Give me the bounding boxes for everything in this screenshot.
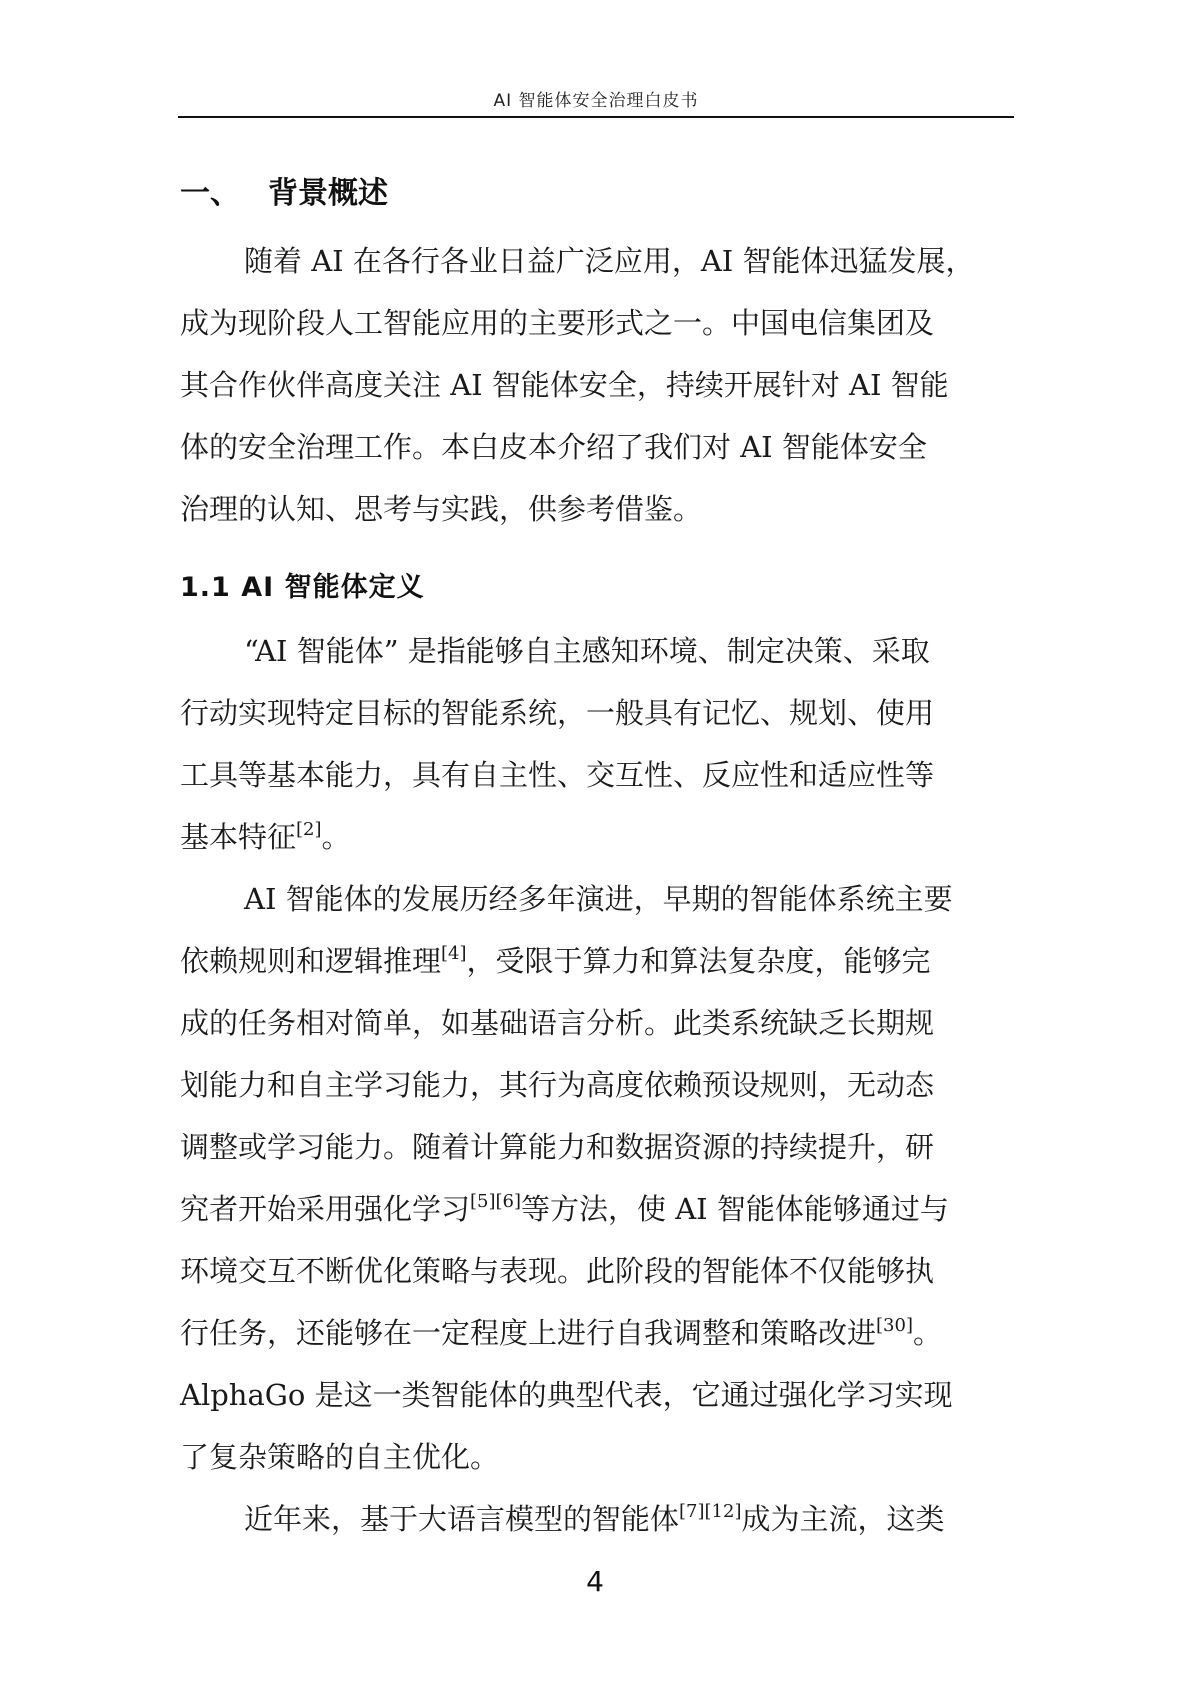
paragraph-line: “AI 智能体” 是指能够自主感知环境、制定决策、采取 — [244, 634, 930, 668]
paragraph-line: AI 智能体的发展历经多年演进，早期的智能体系统主要 — [244, 882, 953, 916]
paragraph-line — [180, 930, 1016, 992]
header-rule — [178, 116, 1014, 118]
paragraph-line — [180, 806, 1016, 868]
page-number: 4 — [586, 1565, 604, 1598]
paragraph-line: 体的安全治理工作。本白皮本介绍了我们对 AI 智能体安全 — [180, 430, 927, 464]
citation-ref: [7][12] — [679, 1501, 742, 1522]
paragraph-line: 治理的认知、思考与实践，供参考借鉴。 — [180, 492, 703, 526]
running-header: AI 智能体安全治理白皮书 — [493, 91, 699, 111]
paragraph-line: 调整或学习能力。随着计算能力和数据资源的持续提升，研 — [180, 1130, 935, 1164]
line-text: 等方法，使 AI 智能体能够通过与 — [521, 1192, 949, 1226]
paragraph-line: AlphaGo 是这一类智能体的典型代表，它通过强化学习实现 — [180, 1378, 953, 1412]
line-text: 。 — [912, 1316, 942, 1350]
definition-paragraph — [180, 620, 1016, 868]
paragraph-line: 成的任务相对简单，如基础语言分析。此类系统缺乏长期规 — [180, 1006, 935, 1040]
chapter-heading — [180, 168, 1016, 220]
line-text: 基本特征 — [180, 820, 297, 854]
paragraph-line: 工具等基本能力，具有自主性、交互性、反应性和适应性等 — [180, 758, 935, 792]
line-text: 成为主流，这类 — [741, 1502, 945, 1536]
citation-ref: [30] — [876, 1315, 913, 1336]
paragraph-line: 划能力和自主学习能力，其行为高度依赖预设规则，无动态 — [180, 1068, 935, 1102]
intro-paragraph — [180, 230, 1016, 540]
line-text: ，受限于算力和算法复杂度，能够完 — [466, 944, 931, 978]
chapter-title: 背景概述 — [268, 176, 388, 211]
paragraph-line: 行动实现特定目标的智能系统，一般具有记忆、规划、使用 — [180, 696, 935, 730]
citation-ref: [4] — [441, 943, 467, 964]
paragraph-line: 成为现阶段人工智能应用的主要形式之一。中国电信集团及 — [180, 306, 935, 340]
line-text: 行任务，还能够在一定程度上进行自我调整和策略改进 — [180, 1316, 877, 1350]
paragraph-line: 随着 AI 在各行各业日益广泛应用，AI 智能体迅猛发展， — [244, 244, 975, 278]
recent-paragraph — [180, 1488, 1016, 1550]
line-text: 。 — [321, 820, 351, 854]
page-content — [180, 168, 1016, 1550]
paragraph-line: 环境交互不断优化策略与表现。此阶段的智能体不仅能够执 — [180, 1254, 935, 1288]
line-text: 究者开始采用强化学习 — [180, 1192, 471, 1226]
line-text: 近年来，基于大语言模型的智能体 — [244, 1502, 680, 1536]
paragraph-line: 了复杂策略的自主优化。 — [180, 1440, 500, 1474]
paragraph-line — [180, 1488, 1016, 1550]
history-paragraph — [180, 868, 1016, 1488]
section-heading: 1.1 AI 智能体定义 — [180, 572, 425, 603]
line-text: 依赖规则和逻辑推理 — [180, 944, 442, 978]
paragraph-line: 其合作伙伴高度关注 AI 智能体安全，持续开展针对 AI 智能 — [180, 368, 949, 402]
paragraph-line — [180, 1302, 1016, 1364]
chapter-number: 一、 — [180, 176, 240, 211]
paragraph-line — [180, 1178, 1016, 1240]
citation-ref: [5][6] — [470, 1191, 522, 1212]
citation-ref: [2] — [296, 819, 322, 840]
